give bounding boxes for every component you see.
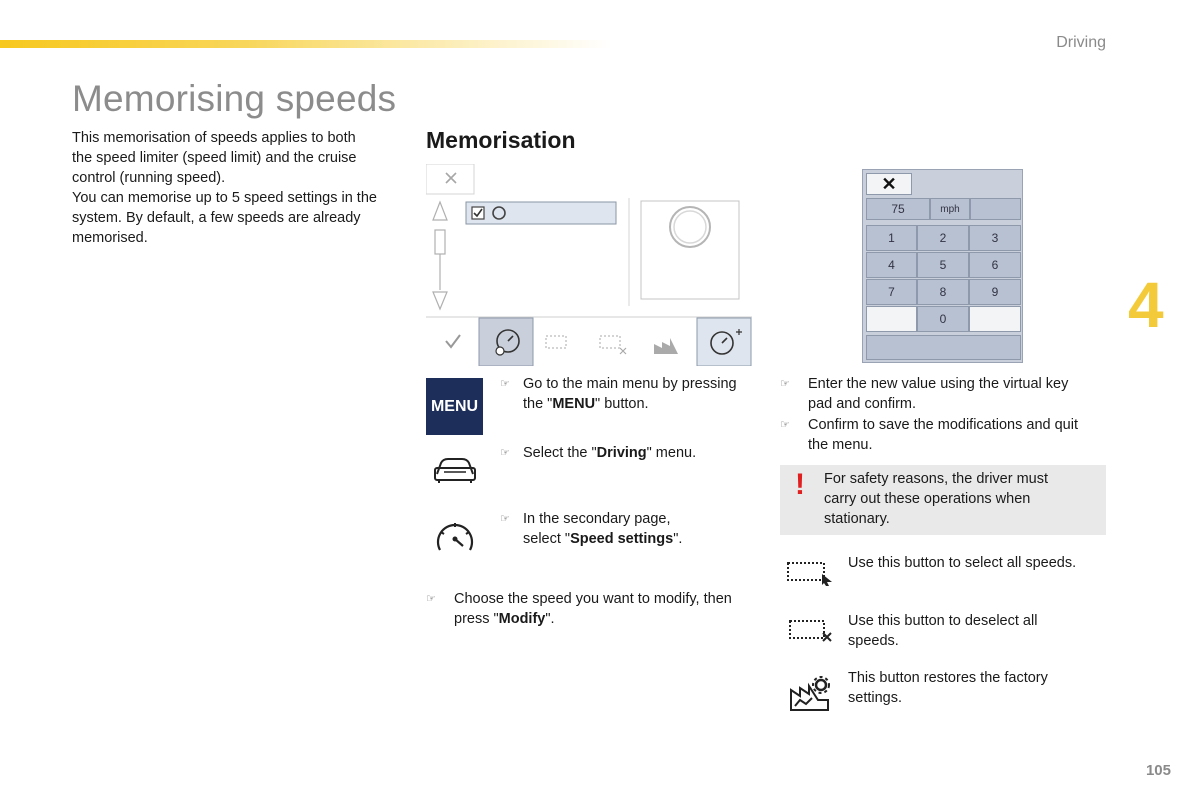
key-3[interactable]: 3 [969,225,1021,251]
page-number: 105 [1145,762,1171,779]
keypad-value-display: 75 [866,198,930,220]
step-go-to-menu: ☞ Go to the main menu by pressing the "MENU" button. [500,376,737,412]
menu-button[interactable]: MENU [426,378,483,435]
virtual-keypad [862,169,1023,363]
keypad-unit: mph [930,198,970,220]
key-5[interactable]: 5 [917,252,969,278]
checkbox-icon [472,207,484,219]
legend-factory-reset: This button restores the factory settings. [848,670,1048,706]
deselect-all-icon [600,336,620,348]
finger-bullet-icon: ☞ [500,378,510,390]
car-icon [432,452,478,486]
page-title: Memorising speeds [72,78,397,119]
finger-bullet-icon: ☞ [780,419,790,431]
selected-speed-tab [479,318,533,366]
key-2[interactable]: 2 [917,225,969,251]
confirm-check-icon [446,335,460,347]
warning-exclamation-icon: ! [795,468,805,501]
key-6[interactable]: 6 [969,252,1021,278]
key-8[interactable]: 8 [917,279,969,305]
step-speed-settings: ☞ In the secondary page, select "Speed settings". [500,511,683,547]
legend-deselect-all: Use this button to deselect all speeds. [848,613,1038,649]
key-1[interactable]: 1 [866,225,917,251]
finger-bullet-icon: ☞ [426,593,436,605]
legend-select-all: Use this button to select all speeds. [848,555,1077,571]
keypad-close-button[interactable]: ✕ [866,173,912,195]
key-4[interactable]: 4 [866,252,917,278]
keypad-confirm-bar[interactable] [866,335,1021,360]
key-7[interactable]: 7 [866,279,917,305]
speed-list-screen-illustration [426,164,752,366]
header-accent-bar [0,40,610,48]
safety-warning-text: For safety reasons, the driver must carry out these operations when stationary. [824,471,1049,527]
scrollbar-thumb [435,230,445,254]
keypad-blank-right [969,306,1021,332]
intro-text: This memorisation of speeds applies to both the speed limiter (speed limit) and the cruise control (running speed). You can memorise up to 5 speed settings in the system. By default, a few speeds are already memorised. [72,130,377,246]
select-all-icon [546,336,566,348]
step-select-driving: ☞ Select the "Driving" menu. [500,445,697,461]
section-title: Driving [1056,34,1106,51]
factory-reset-icon [654,338,678,354]
finger-bullet-icon: ☞ [780,378,790,390]
scroll-down-icon [433,292,447,309]
finger-bullet-icon: ☞ [500,447,510,459]
deselect-all-icon [788,618,834,644]
key-0[interactable]: 0 [917,306,969,332]
speed-list-row [466,202,616,224]
step-enter-value: ☞ Enter the new value using the virtual key pad and confirm. [780,376,1069,412]
scroll-up-icon [433,202,447,220]
keypad-blank [970,198,1021,220]
chapter-number: 4 [1128,269,1164,341]
memorisation-heading: Memorisation [426,127,576,153]
keypad-blank-left [866,306,917,332]
key-9[interactable]: 9 [969,279,1021,305]
step-choose-speed: ☞ Choose the speed you want to modify, then press "Modify". [426,591,732,627]
step-confirm-save: ☞ Confirm to save the modifications and quit the menu. [780,417,1078,453]
select-all-icon [786,560,834,586]
speedometer-icon [434,518,476,556]
factory-reset-icon [788,674,832,712]
finger-bullet-icon: ☞ [500,513,510,525]
